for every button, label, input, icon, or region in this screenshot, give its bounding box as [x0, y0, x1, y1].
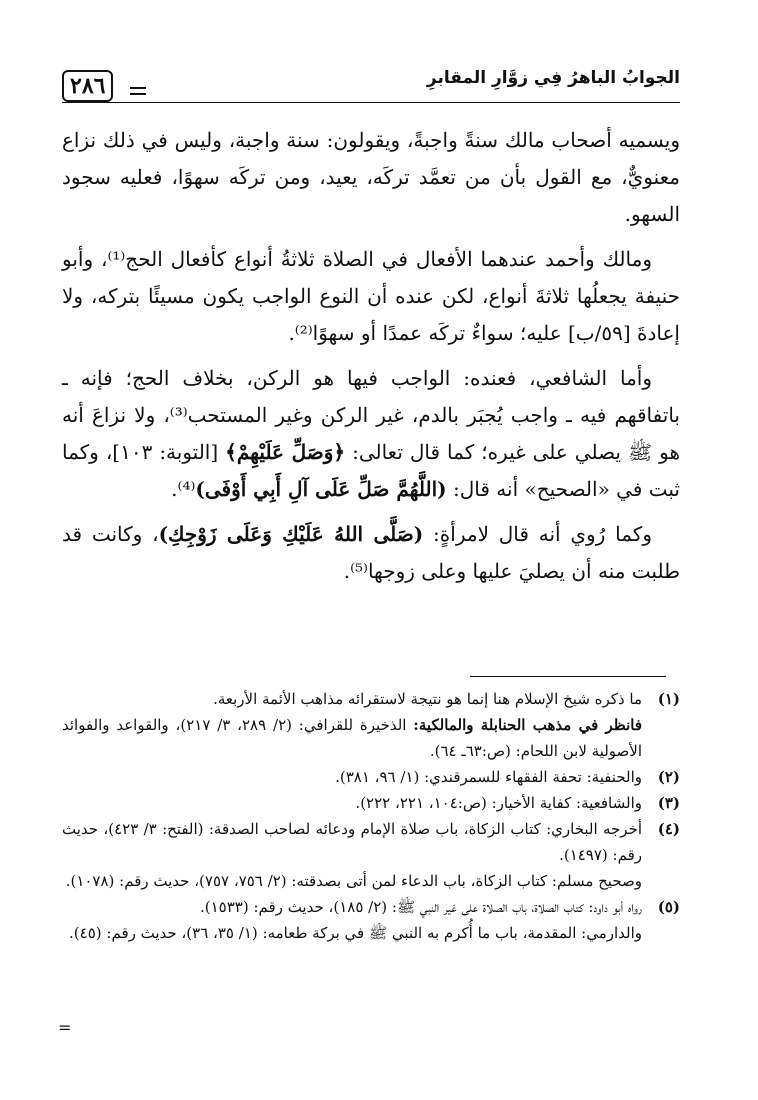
page-number: ٢٨٦	[62, 70, 113, 102]
footnote-line	[62, 790, 642, 816]
footnote-line	[62, 920, 642, 946]
header-divider	[62, 102, 680, 103]
footnote	[62, 894, 680, 946]
footnote-line	[62, 686, 642, 712]
footnote-number: (٤)	[657, 820, 680, 838]
footnote-number: (٢)	[657, 768, 680, 786]
footnote-line	[62, 894, 642, 920]
footnote-number: (١)	[657, 690, 680, 708]
footnote-number: (٥)	[657, 898, 680, 916]
footnote-text: أخرجه البخاري: كتاب الزكاة، باب صلاة الإمام ودعائه لصاحب الصدقة: (الفتح: ٣/ ٤٢٣)، حديث رقم: (١٤٩٧).	[62, 820, 643, 864]
main-text	[62, 122, 680, 598]
hadith-quote: (صَلَّى اللهُ عَلَيْكِ وَعَلَى زَوْجِكِ)	[158, 522, 424, 546]
footnote	[62, 686, 680, 764]
footnote-line	[62, 816, 642, 868]
footnote-line	[62, 712, 642, 764]
footnote-text: ما ذكره شيخ الإسلام هنا إنما هو نتيجة لاستقرائه مذاهب الأئمة الأربعة.	[213, 690, 642, 708]
book-title: الجوابُ الباهرُ فِي زوَّارِ المقابرِ	[426, 68, 680, 88]
footnote-text: وصحيح مسلم: كتاب الزكاة، باب الدعاء لمن أتى بصدقته: (٢/ ٧٥٦، ٧٥٧)، حديث رقم: (١٠٧٨).	[65, 872, 642, 890]
paragraph: ويسميه أصحاب مالك سنةً واجبةً، ويقولون: سنة واجبة، وليس في ذلك نزاع معنويٌّ، مع القول بأن من تعمَّد تركَه، يعيد، ومن تركَه سهوًا، فعليه سجود السهو.	[62, 128, 680, 226]
paragraph-text: وأما الشافعي، فعنده: الواجب فيها هو الركن، بخلاف الحج؛ فإنه ـ باتفاقهم فيه ـ واجب يُجبَر بالدم، غير الركن وغير المستحب⁽³⁾، ولا نزاعَ أنه هو ﷺ يصلي على غيره؛ كما قال تعالى:	[62, 366, 680, 464]
footnote	[62, 790, 680, 816]
page-header	[62, 62, 680, 104]
quran-verse: ﴿وَصَلِّ عَلَيْهِمْ﴾	[225, 440, 346, 464]
paragraph-text: [التوبة: ١٠٣]، وكما ثبت في «الصحيح» أنه قال:	[62, 440, 680, 501]
footnote-bold-text: فانظر في مذهب الحنابلة والمالكية:	[413, 716, 643, 734]
header-rule	[130, 93, 146, 95]
footnote-ref: ⁽⁴⁾.	[171, 477, 196, 501]
footnote-line	[62, 764, 642, 790]
paragraph	[62, 360, 680, 508]
paragraph	[62, 516, 680, 590]
header-rule	[130, 87, 146, 89]
footnote-text: رواه أبو داود: كتاب الصلاة، باب الصلاة على غير النبي ﷺ: (٢/ ١٨٥)، حديث رقم: (١٥٣٣).	[200, 898, 642, 916]
footnote-text: الذخيرة للقرافي: (٢/ ٢٨٩، ٣/ ٢١٧)، والقواعد والفوائد الأصولية لابن اللحام: (ص:٦٣ـ ٦٤).	[62, 716, 642, 760]
footnote-number: (٣)	[657, 794, 680, 812]
paragraph-text: وكما رُوي أنه قال لامرأةٍ:	[423, 522, 652, 546]
footnote-text: والشافعية: كفاية الأخيار: (ص:١٠٤، ٢٢١، ٢٢٢).	[355, 794, 642, 812]
margin-mark: =	[58, 1018, 72, 1037]
paragraph-text: ، وكانت قد طلبت منه أن يصليَ عليها وعلى زوجها⁽⁵⁾.	[62, 522, 680, 583]
footnote-separator	[470, 676, 666, 677]
paragraph: ومالك وأحمد عندهما الأفعال في الصلاة ثلاثةُ أنواع كأفعال الحج⁽¹⁾، وأبو حنيفة يجعلُها ثلاثةَ أنواع، لكن عنده أن النوع الواجب يكون مسيئًا بتركه، ولا إعادةَ [٥٩/ب] عليه؛ سواءٌ تركَه عمدًا أو سهوًا⁽²⁾.	[62, 247, 680, 345]
footnote-line	[62, 868, 642, 894]
footnote-text: والحنفية: تحفة الفقهاء للسمرقندي: (١/ ٩٦، ٣٨١).	[335, 768, 642, 786]
footnotes	[62, 686, 680, 946]
footnote	[62, 764, 680, 790]
footnote-text: والدارمي: المقدمة، باب ما أُكرم به النبي ﷺ في بركة طعامه: (١/ ٣٥، ٣٦)، حديث رقم: (٤٥).	[69, 924, 642, 942]
hadith-quote: (اللَّهُمَّ صَلِّ عَلَى آلِ أَبِي أَوْفَى)	[195, 477, 447, 501]
footnote	[62, 816, 680, 894]
